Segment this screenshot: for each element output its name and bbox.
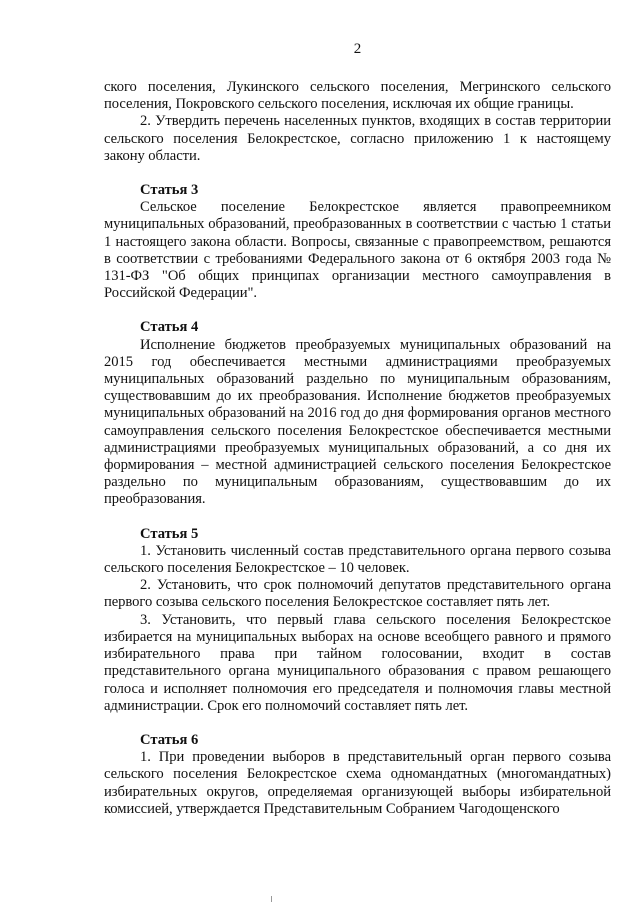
article-6-paragraph-1: 1. При проведении выборов в представительный орган первого созыва сельского поселения Белокрестское схема одномандатных (многомандатных) избирательных округов, определяемая организующей выборы избирательной комиссией, утверждается Представительным Собранием Чагодощенского	[104, 749, 611, 817]
article-5-title: Статья 5	[140, 525, 199, 542]
article-4-title: Статья 4	[140, 319, 199, 336]
article-5-paragraph-1: 1. Установить численный состав представительного органа первого созыва сельского поселения Белокрестское – 10 человек.	[104, 542, 611, 577]
article-5	[104, 526, 611, 715]
scan-mark	[271, 896, 272, 902]
continuation-paragraph: ского поселения, Лукинского сельского поселения, Мегринского сельского поселения, Покровского сельского поселения, исключая их общие границы.	[104, 79, 611, 113]
article-6	[104, 732, 611, 818]
article-3-paragraph-1: Сельское поселение Белокрестское является правопреемником муниципальных образований, преобразованных в соответствии с частью 1 статьи 1 настоящего закона области. Вопросы, связанные с правопреемством, решаются в соответствии с требованиями Федерального закона от 6 октября 2003 года № 131-ФЗ "Об общих принципах организации местного самоуправления в Российской Федерации".	[104, 199, 611, 302]
article-3	[104, 182, 611, 302]
article-3-title: Статья 3	[140, 182, 199, 199]
article-4	[104, 319, 611, 508]
article-5-paragraph-3: 3. Установить, что первый глава сельского поселения Белокрестское избирается на муниципальных выборах на основе всеобщего равного и прямого избирательного права при тайном голосовании, входит в состав представительного органа муниципального образования с правом решающего голоса и исполняет полномочия его председателя и полномочия главы местной администрации. Срок его полномочий составляет пять лет.	[104, 611, 611, 714]
article-5-paragraph-2: 2. Установить, что срок полномочий депутатов представительного органа первого созыва сельского поселения Белокрестское составляет пять лет.	[104, 577, 611, 611]
article-6-title: Статья 6	[140, 731, 199, 748]
article-4-paragraph-1: Исполнение бюджетов преобразуемых муниципальных образований на 2015 год обеспечивается местными администрациями преобразуемых муниципальных образований раздельно по муниципальным образованиям, существовавшим до их преобразования. Исполнение бюджетов преобразуемых муниципальных образований на 2016 год до дня формирования органов местного самоуправления сельского поселения Белокрестское обеспечивается местными администрациями преобразуемых муниципальных образований, а со дня их формирования – местной администрацией сельского поселения Белокрестское раздельно по муниципальным образованиям, существовавшим до их преобразования.	[104, 336, 611, 508]
document-body	[104, 79, 611, 818]
paragraph-2: 2. Утвердить перечень населенных пунктов, входящих в состав территории сельского поселения Белокрестское, согласно приложению 1 к настоящему закону области.	[104, 113, 611, 164]
page-number: 2	[353, 41, 362, 57]
